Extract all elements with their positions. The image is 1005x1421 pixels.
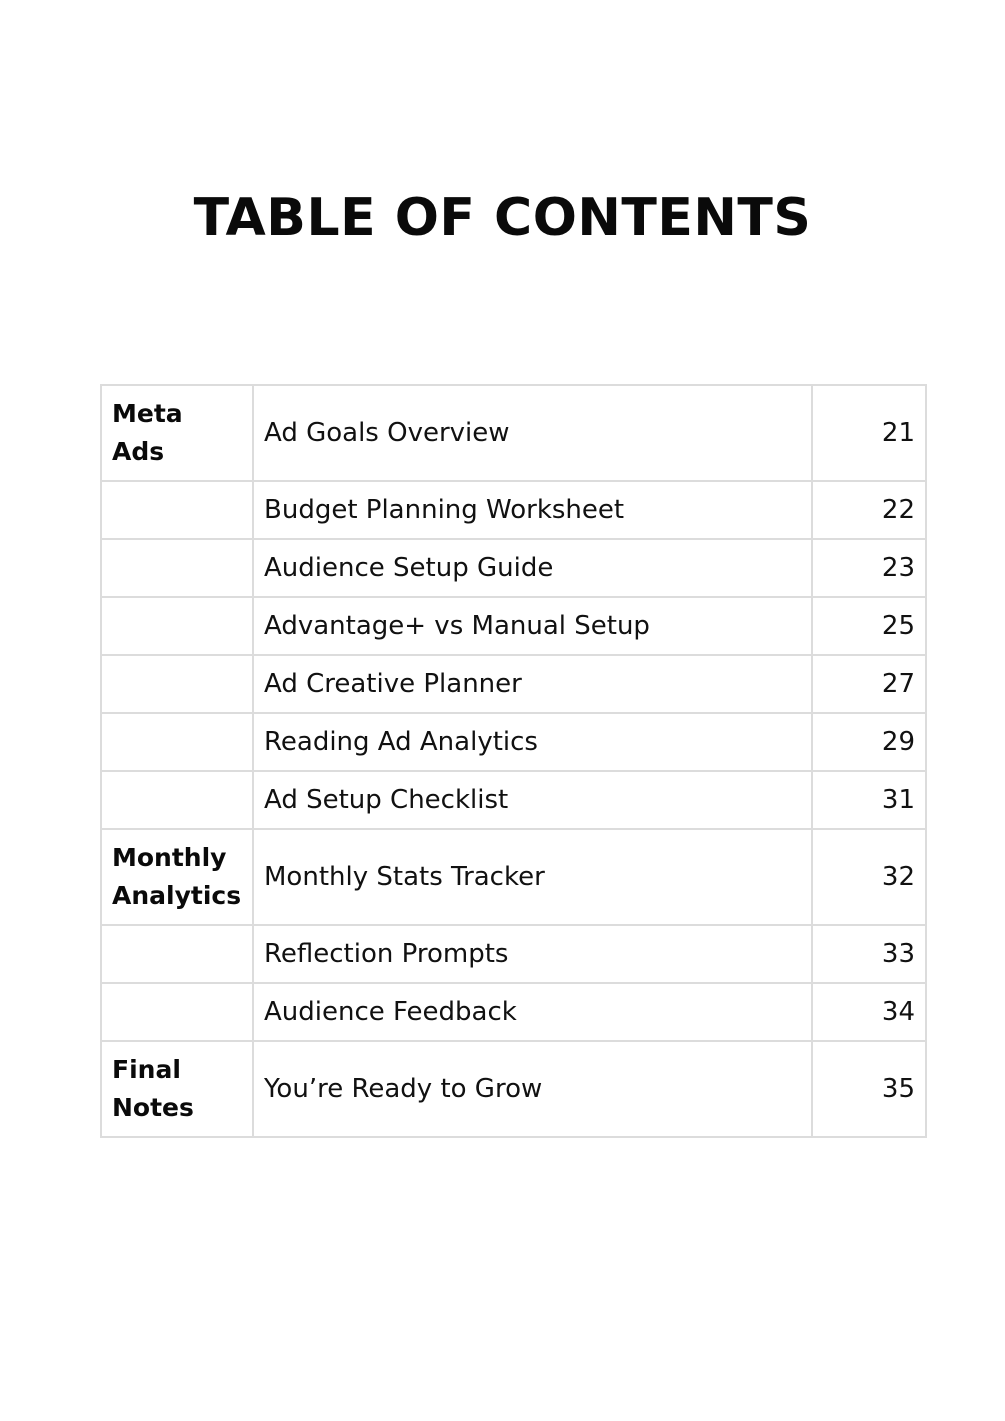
entry-page-number: 35 xyxy=(812,1041,926,1137)
entry-page-number: 31 xyxy=(812,771,926,829)
section-label-text: Meta Ads xyxy=(112,399,183,466)
section-label xyxy=(101,597,253,655)
table-row xyxy=(101,925,926,983)
entry-page-number: 33 xyxy=(812,925,926,983)
entry-page-number: 23 xyxy=(812,539,926,597)
entry-page-number: 27 xyxy=(812,655,926,713)
entry-page-number: 25 xyxy=(812,597,926,655)
section-label-text: Final Notes xyxy=(112,1055,194,1122)
section-label xyxy=(101,713,253,771)
entry-title: Advantage+ vs Manual Setup xyxy=(253,597,812,655)
entry-title: Ad Creative Planner xyxy=(253,655,812,713)
entry-page-number: 22 xyxy=(812,481,926,539)
section-label xyxy=(101,539,253,597)
table-row xyxy=(101,539,926,597)
section-label xyxy=(101,925,253,983)
table-row xyxy=(101,481,926,539)
entry-title: Reading Ad Analytics xyxy=(253,713,812,771)
section-label xyxy=(101,983,253,1041)
section-label xyxy=(101,771,253,829)
entry-page-number: 32 xyxy=(812,829,926,925)
entry-title: Ad Goals Overview xyxy=(253,385,812,481)
entry-title: Monthly Stats Tracker xyxy=(253,829,812,925)
section-label xyxy=(101,1041,253,1137)
entry-page-number: 29 xyxy=(812,713,926,771)
section-label xyxy=(101,655,253,713)
toc-table xyxy=(100,384,927,1138)
table-row xyxy=(101,983,926,1041)
table-row xyxy=(101,771,926,829)
section-label xyxy=(101,829,253,925)
entry-title: Reflection Prompts xyxy=(253,925,812,983)
table-row xyxy=(101,597,926,655)
entry-title: Audience Feedback xyxy=(253,983,812,1041)
table-row xyxy=(101,1041,926,1137)
section-label-text: Monthly Analytics xyxy=(112,843,242,910)
entry-title: Budget Planning Worksheet xyxy=(253,481,812,539)
entry-page-number: 21 xyxy=(812,385,926,481)
table-row xyxy=(101,655,926,713)
entry-title: Audience Setup Guide xyxy=(253,539,812,597)
entry-page-number: 34 xyxy=(812,983,926,1041)
table-row xyxy=(101,385,926,481)
section-label xyxy=(101,481,253,539)
page-title: TABLE OF CONTENTS xyxy=(193,188,812,248)
entry-title: You’re Ready to Grow xyxy=(253,1041,812,1137)
entry-title: Ad Setup Checklist xyxy=(253,771,812,829)
section-label xyxy=(101,385,253,481)
table-row xyxy=(101,713,926,771)
table-row xyxy=(101,829,926,925)
